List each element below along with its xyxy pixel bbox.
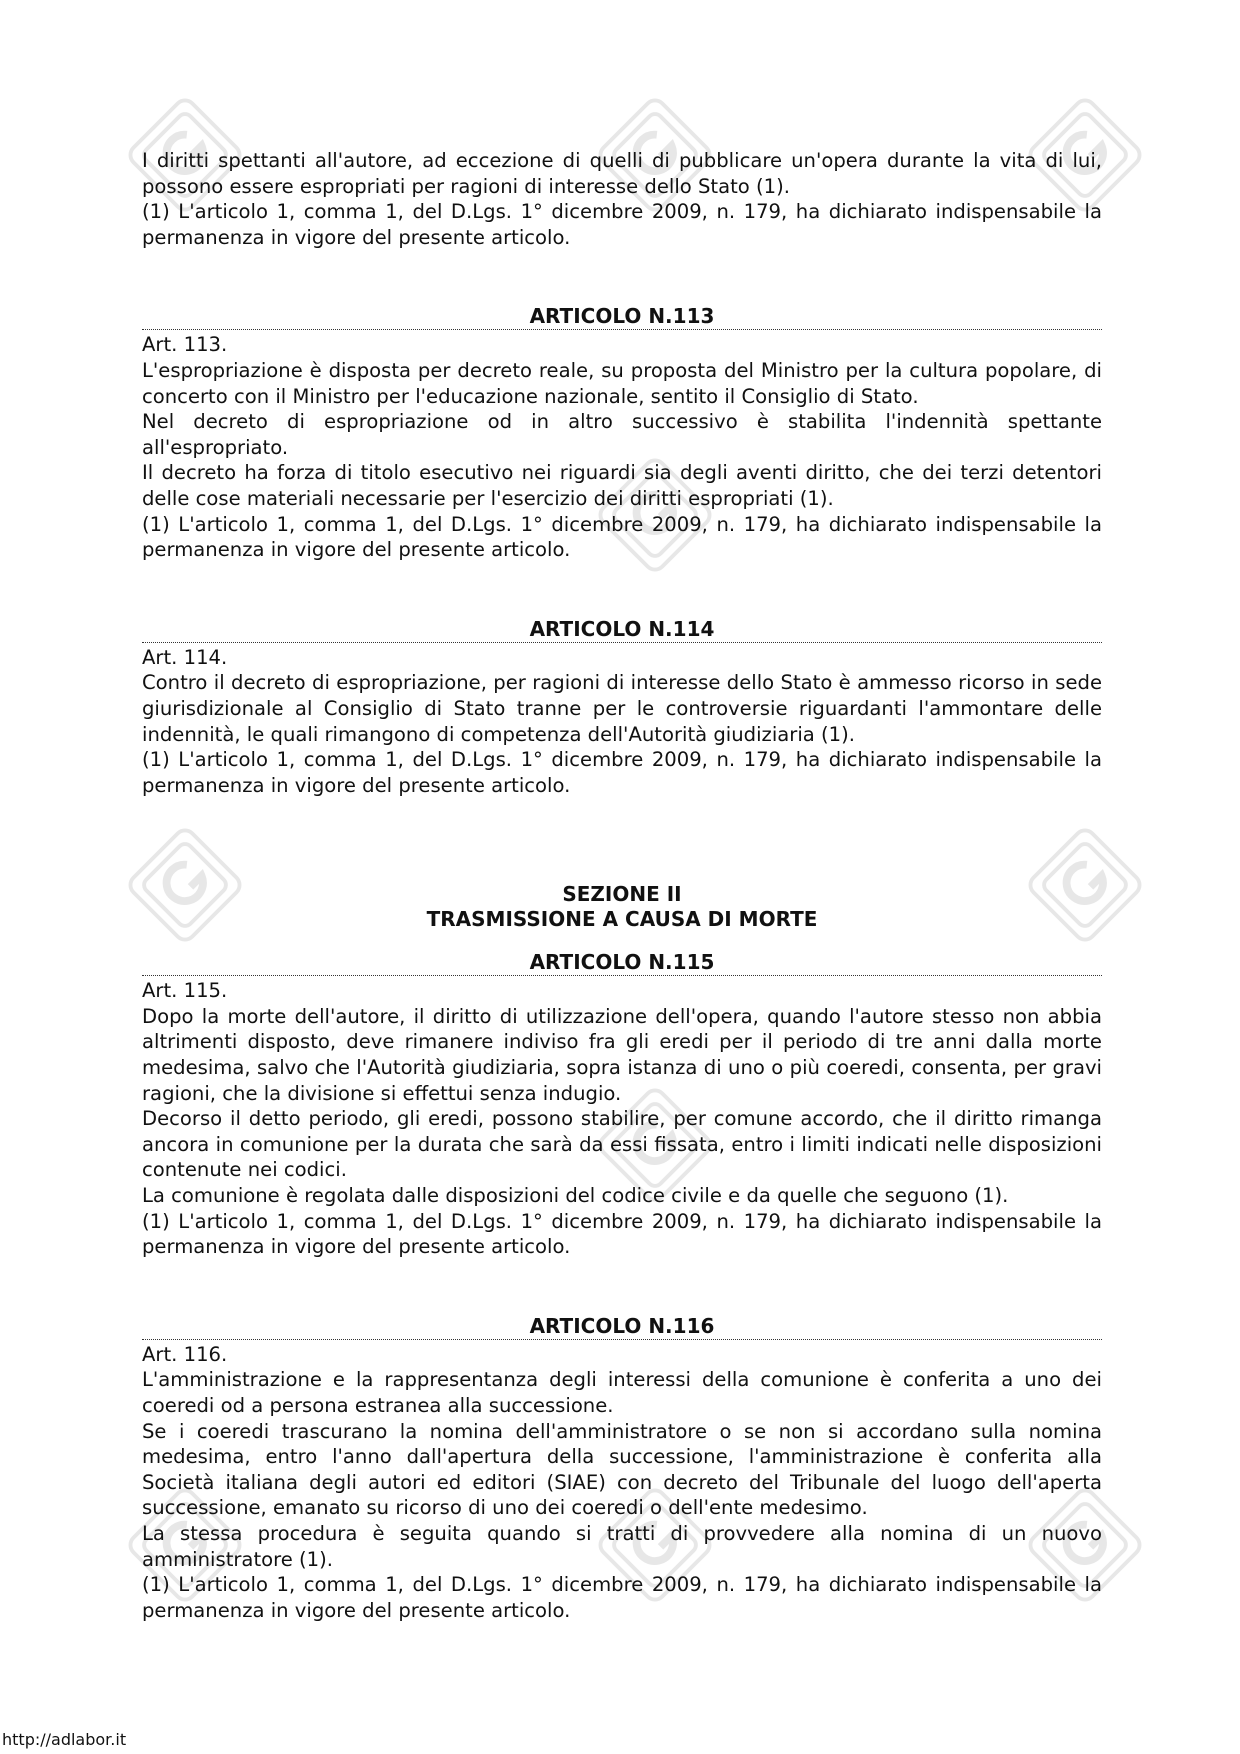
article-paragraph: Il decreto ha forza di titolo esecutivo nei riguardi sia degli aventi diritto, che dei terzi detentori delle cose materiali necessarie per l'esercizio dei diritti espropriati (1). (142, 461, 1102, 510)
section-title: SEZIONE II (562, 882, 682, 907)
article-label: Art. 115. (142, 979, 228, 1003)
article-115 (142, 950, 1102, 1260)
article-label: Art. 113. (142, 333, 228, 357)
footer-url: http://adlabor.it (2, 1730, 127, 1749)
article-116 (142, 1314, 1102, 1624)
article-paragraph: L'espropriazione è disposta per decreto reale, su proposta del Ministro per la cultura popolare, di concerto con il Ministro per l'educazione nazionale, sentito il Consiglio di Stato. (142, 358, 1102, 408)
article-paragraph: Contro il decreto di espropriazione, per ragioni di interesse dello Stato è ammesso ricorso in sede giurisdizionale al Consiglio di Stato tranne per le controversie riguardanti l'ammontare delle indennità, le quali rimangono di competenza dell'Autorità giudiziaria (1). (142, 671, 1102, 746)
article-114 (142, 617, 1102, 799)
section-header (142, 882, 1102, 932)
article-paragraph: L'amministrazione e la rappresentanza degli interessi della comunione è conferita a uno dei coeredi od a persona estranea alla successione. (142, 1368, 1102, 1417)
article-label: Art. 116. (142, 1342, 228, 1366)
article-113 (142, 304, 1102, 562)
article-paragraph: La stessa procedura è seguita quando si tratti di provvedere alla nomina di un nuovo amministratore (1). (142, 1521, 1102, 1571)
intro-block (142, 148, 1102, 250)
article-footnote: (1) L'articolo 1, comma 1, del D.Lgs. 1° dicembre 2009, n. 179, ha dichiarato indispensabile la permanenza in vigore del presente articolo. (142, 1209, 1102, 1259)
article-paragraph: Dopo la morte dell'autore, il diritto di utilizzazione dell'opera, quando l'autore stesso non abbia altrimenti disposto, deve rimanere indiviso fra gli eredi per il periodo di tre anni dalla morte medesima, salvo che l'Autorità giudiziaria, sopra istanza di uno o più coeredi, consenta, per gravi ragioni, che la divisione si effettui senza indugio. (142, 1004, 1102, 1105)
article-heading: ARTICOLO N.113 (142, 304, 1102, 330)
article-heading: ARTICOLO N.116 (142, 1314, 1102, 1340)
intro-paragraph: I diritti spettanti all'autore, ad eccezione di quelli di pubblicare un'opera durante la vita di lui, possono essere espropriati per ragioni di interesse dello Stato (1). (142, 149, 1102, 198)
article-footnote: (1) L'articolo 1, comma 1, del D.Lgs. 1° dicembre 2009, n. 179, ha dichiarato indispensabile la permanenza in vigore del presente articolo. (142, 512, 1102, 562)
article-heading: ARTICOLO N.115 (142, 950, 1102, 976)
article-footnote: (1) L'articolo 1, comma 1, del D.Lgs. 1° dicembre 2009, n. 179, ha dichiarato indispensabile la permanenza in vigore del presente articolo. (142, 748, 1102, 797)
article-paragraph: Decorso il detto periodo, gli eredi, possono stabilire, per comune accordo, che il diritto rimanga ancora in comunione per la durata che sarà da essi fissata, entro i limiti indicati nelle disposizioni contenute nei codici. (142, 1107, 1102, 1182)
article-footnote: (1) L'articolo 1, comma 1, del D.Lgs. 1° dicembre 2009, n. 179, ha dichiarato indispensabile la permanenza in vigore del presente articolo. (142, 1573, 1102, 1622)
article-paragraph: La comunione è regolata dalle disposizioni del codice civile e da quelle che seguono (1). (142, 1184, 1009, 1208)
article-heading: ARTICOLO N.114 (142, 617, 1102, 643)
article-paragraph: Nel decreto di espropriazione od in altro successivo è stabilita l'indennità spettante all'espropriato. (142, 410, 1102, 459)
intro-footnote: (1) L'articolo 1, comma 1, del D.Lgs. 1° dicembre 2009, n. 179, ha dichiarato indispensabile la permanenza in vigore del presente articolo. (142, 200, 1102, 249)
article-label: Art. 114. (142, 645, 228, 669)
article-paragraph: Se i coeredi trascurano la nomina dell'amministratore o se non si accordano sulla nomina medesima, entro l'anno dall'apertura della successione, l'amministrazione è conferita alla Società italiana degli autori ed editori (SIAE) con decreto del Tribunale del luogo dell'aperta successione, emanato su ricorso di uno dei coeredi o dell'ente medesimo. (142, 1419, 1102, 1520)
section-subtitle: TRASMISSIONE A CAUSA DI MORTE (426, 907, 818, 932)
document-body (142, 148, 1102, 1623)
